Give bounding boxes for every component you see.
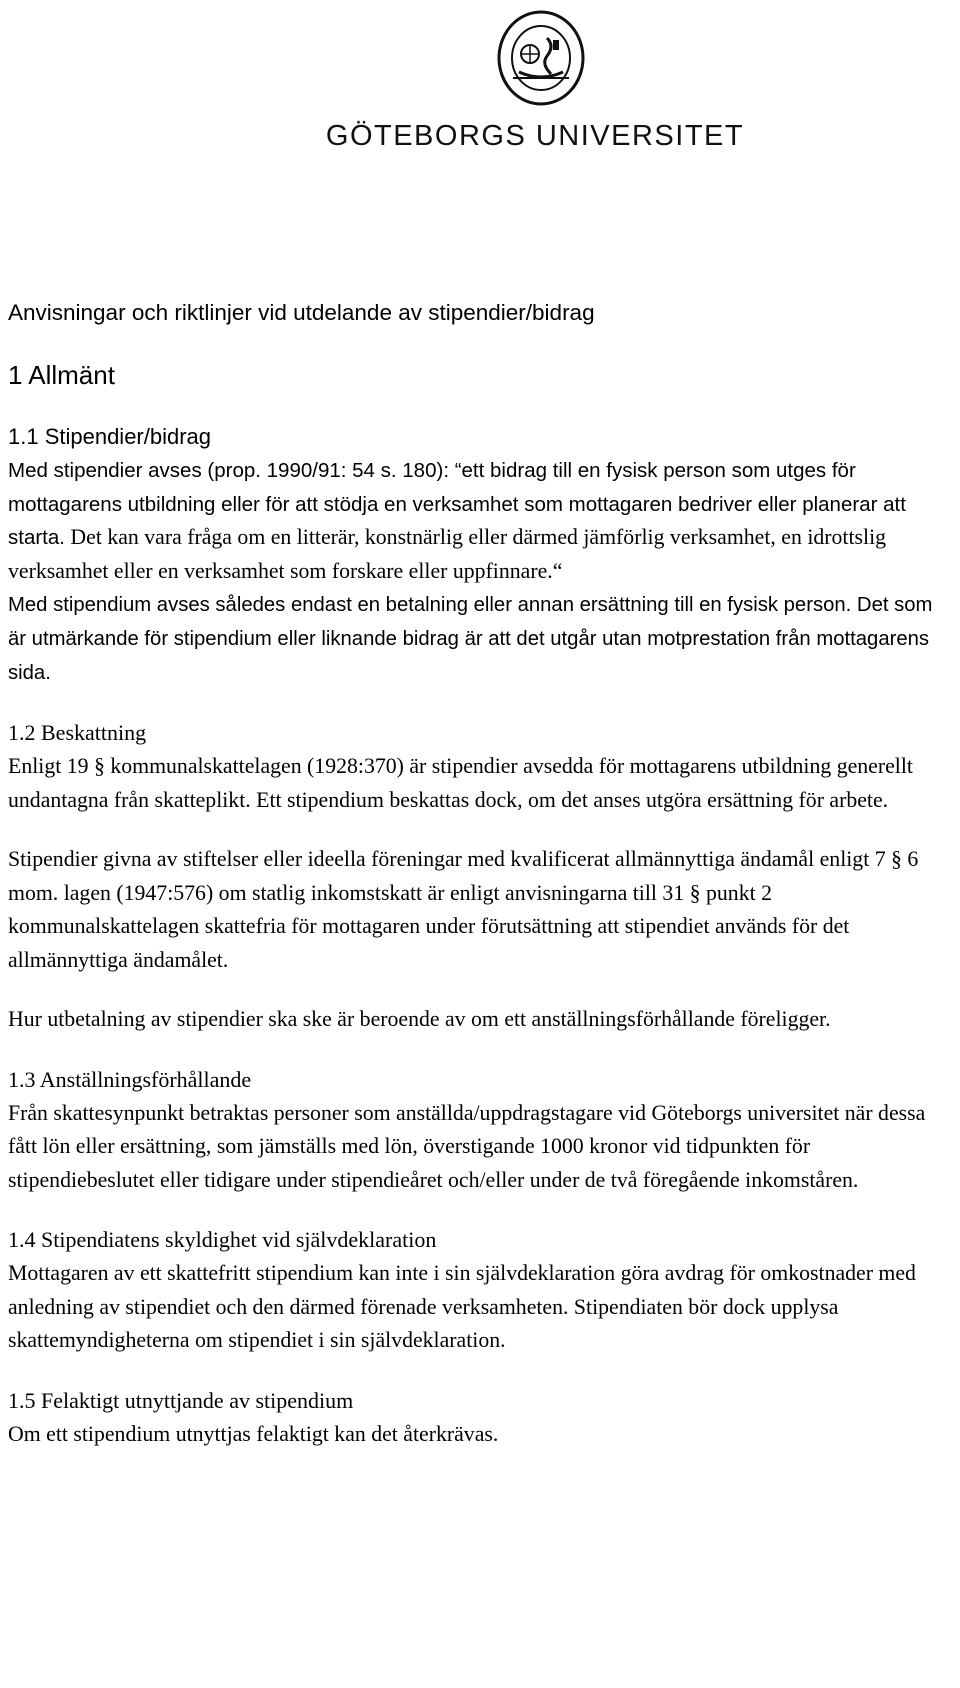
heading-number: 1.3 xyxy=(8,1066,36,1092)
document-title: Anvisningar och riktlinjer vid utdelande av stipendier/bidrag xyxy=(8,300,595,325)
university-seal-icon xyxy=(497,8,585,108)
section-heading-allmant: 1 Allmänt xyxy=(8,360,115,390)
heading-text: Felaktigt utnyttjande av stipendium xyxy=(35,1387,354,1413)
section-heading-1-4 xyxy=(8,1223,954,1257)
heading-text: Stipendiatens skyldighet vid självdeklaration xyxy=(35,1227,437,1252)
section-heading-1-5 xyxy=(8,1384,954,1418)
heading-number: 1.4 xyxy=(8,1227,36,1252)
document-header xyxy=(0,0,960,170)
paragraph-1-1-a xyxy=(8,454,954,588)
section-heading-1-2 xyxy=(8,716,954,750)
heading-number: 1.2 xyxy=(8,720,36,745)
paragraph-1-2-c: Hur utbetalning av stipendier ska ske är beroende av om ett anställningsförhållande föreligger. xyxy=(8,1007,831,1031)
document-body xyxy=(8,296,954,1451)
paragraph-1-1-b: Med stipendium avses således endast en betalning eller annan ersättning till en fysisk person. Det som är utmärkande för stipendium eller liknande bidrag är att det utgår utan motprestation från mottagarens sida. xyxy=(8,594,933,684)
paragraph-1-1-a-part1: Med stipendier avses (prop. 1990/91: 54 s. 180): “ett bidrag till en fysisk person som utges för mottagarens utbildning eller för att stödja en verksamhet som mottagaren bedriver eller planerar att starta. xyxy=(8,459,906,549)
heading-text: Beskattning xyxy=(35,720,147,745)
heading-text: Anställningsförhållande xyxy=(35,1066,252,1092)
paragraph-1-3: Från skattesynpunkt betraktas personer som anställda/uppdragstagare vid Göteborgs universitet när dessa fått lön eller ersättning, som jämställs med lön, överstigande 1000 kronor vid tidpunkten för stipendiebeslutet eller tidigare under stipendieåret och/eller under de två föregående inkomståren. xyxy=(8,1100,926,1192)
paragraph-1-1-a-part2: Det kan vara fråga om en litterär, konstnärlig eller därmed jämförlig verksamhet, en idrottslig verksamhet eller en verksamhet som forskare eller uppfinnare.“ xyxy=(8,525,887,583)
paragraph-1-2-a: Enligt 19 § kommunalskattelagen (1928:370) är stipendier avsedda för mottagarens utbildning generellt undantagna från skatteplikt. Ett stipendium beskattas dock, om det anses utgöra ersättning för arbete. xyxy=(8,754,913,812)
heading-number: 1.5 xyxy=(8,1387,36,1413)
paragraph-1-4: Mottagaren av ett skattefritt stipendium kan inte i sin självdeklaration göra avdrag för omkostnader med anledning av stipendiet och den därmed förenade verksamheten. Stipendiaten bör dock upplysa skattemyndigheterna om stipendiet i sin självdeklaration. xyxy=(8,1261,916,1352)
section-heading-1-3 xyxy=(8,1063,954,1097)
paragraph-1-5: Om ett stipendium utnyttjas felaktigt kan det återkrävas. xyxy=(8,1421,499,1446)
section-heading-1-1: 1.1 Stipendier/bidrag xyxy=(8,424,212,449)
paragraph-1-2-b: Stipendier givna av stiftelser eller ideella föreningar med kvalificerat allmännyttiga ändamål enligt 7 § 6 mom. lagen (1947:576) om statlig inkomstskatt är enligt anvisningarna till 31 § punkt 2 kommunalskattelagen skattefria för mottagaren under förutsättning att stipendiet används för det allmännyttiga ändamålet. xyxy=(8,847,919,972)
university-name: GÖTEBORGS UNIVERSITET xyxy=(325,120,745,152)
